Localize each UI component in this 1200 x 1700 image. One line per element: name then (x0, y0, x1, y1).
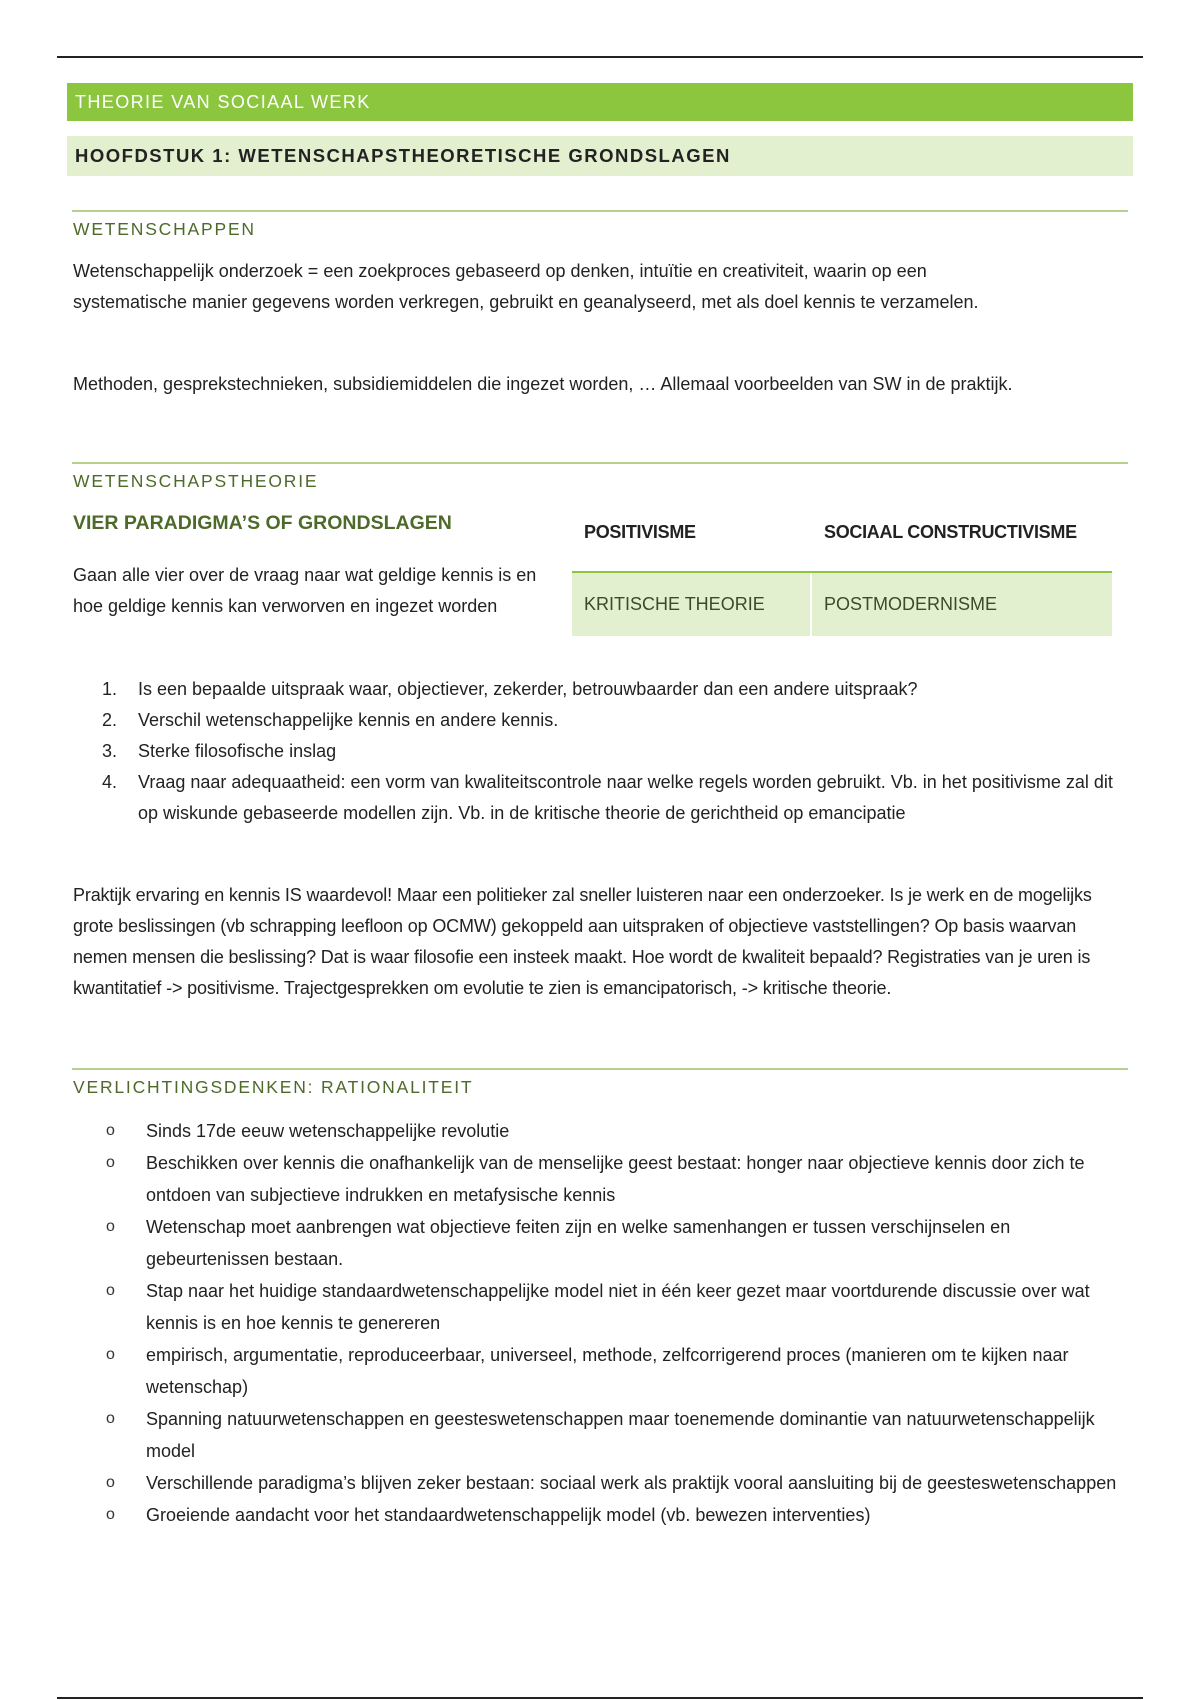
closing-paragraph: Praktijk ervaring en kennis IS waardevol! Maar een politieker zal sneller luisteren naar een onderzoeker. Is je werk en de mogelijks grote beslissingen (vb schrapping leefloon op OCMW) gekoppeld aan uitspraken of objectieve vaststellingen? Op basis waarvan nemen mensen die beslissing? Dat is waar filosofie een insteek maakt. Hoe wordt de kwaliteit bepaald? Registraties van je uren is kwantitatief -> positivisme. Trajectgesprekken om evolutie te zien is emancipatorisch, -> kritische theorie. (73, 885, 1092, 998)
bullet-list (106, 1115, 1136, 1531)
list-item: 4. Vraag naar adequaatheid: een vorm van kwaliteitscontrole naar welke regels worden gebruikt. Vb. in het positivisme zal dit op wiskunde gebaseerde modellen zijn. Vb. in de kritische theorie de gerichtheid op emancipatie (102, 772, 1113, 823)
paradigm-positivisme: POSITIVISME (584, 522, 696, 542)
section-divider (72, 462, 1128, 464)
list-item: o Sinds 17de eeuw wetenschappelijke revolutie (106, 1121, 510, 1141)
list-item: 1. Is een bepaalde uitspraak waar, objectiever, zekerder, betrouwbaarder dan een andere uitspraak? (102, 679, 918, 699)
section-divider (72, 1068, 1128, 1070)
course-title-band (67, 83, 1133, 121)
list-item: o Verschillende paradigma’s blijven zeker bestaan: sociaal werk als praktijk vooral aansluiting bij de geesteswetenschappen (106, 1473, 1117, 1493)
list-item: o Beschikken over kennis die onafhankelijk van de menselijke geest bestaat: honger naar objectieve kennis door zich te ontdoen van subjectieve indrukken en metafysische kennis (106, 1153, 1085, 1205)
list-item: 2. Verschil wetenschappelijke kennis en andere kennis. (102, 710, 559, 730)
section-divider (72, 210, 1128, 212)
paradigm-kritische-theorie: KRITISCHE THEORIE (572, 573, 810, 636)
list-item: o Spanning natuurwetenschappen en geesteswetenschappen maar toenemende dominantie van natuurwetenschappelijk model (106, 1409, 1095, 1461)
chapter-title: HOOFDSTUK 1: WETENSCHAPSTHEORETISCHE GRONDSLAGEN (75, 145, 731, 166)
paradigms-subheading: VIER PARADIGMA’S OF GRONDSLAGEN (73, 512, 452, 534)
definition-paragraph: Wetenschappelijk onderzoek = een zoekproces gebaseerd op denken, intuïtie en creativiteit, waarin op een systematische manier gegevens worden verkregen, gebruikt en geanalyseerd, met als doel kennis te verzamelen. (73, 261, 979, 312)
numbered-list (86, 674, 1136, 829)
list-item: 3. Sterke filosofische inslag (102, 741, 337, 761)
page-top-rule (57, 56, 1143, 58)
section-title-wetenschappen: WETENSCHAPPEN (73, 219, 256, 239)
paradigm-sociaal-constructivisme: SOCIAAL CONSTRUCTIVISME (824, 522, 1077, 542)
list-item: o Wetenschap moet aanbrengen wat objectieve feiten zijn en welke samenhangen er tussen verschijnselen en gebeurtenissen bestaan. (106, 1217, 1011, 1269)
section-title-verlichtingsdenken: VERLICHTINGSDENKEN: RATIONALITEIT (73, 1077, 474, 1097)
page-bottom-rule (57, 1697, 1143, 1699)
chapter-title-band (67, 136, 1133, 176)
examples-paragraph: Methoden, gesprekstechnieken, subsidiemiddelen die ingezet worden, … Allemaal voorbeelden van SW in de praktijk. (73, 374, 1013, 394)
section-title-wetenschapstheorie: WETENSCHAPSTHEORIE (73, 471, 319, 491)
list-item: o Stap naar het huidige standaardwetenschappelijke model niet in één keer gezet maar voortdurende discussie over wat kennis is en hoe kennis te genereren (106, 1281, 1090, 1333)
course-title: THEORIE VAN SOCIAAL WERK (75, 92, 371, 112)
list-item: o Groeiende aandacht voor het standaardwetenschappelijk model (vb. bewezen interventies) (106, 1505, 871, 1525)
paradigms-intro: Gaan alle vier over de vraag naar wat geldige kennis is en hoe geldige kennis kan verworven en ingezet worden (73, 565, 537, 616)
paradigm-postmodernisme: POSTMODERNISME (812, 573, 1112, 636)
list-item: o empirisch, argumentatie, reproduceerbaar, universeel, methode, zelfcorrigerend proces (manieren om te kijken naar wetenschap) (106, 1345, 1069, 1397)
